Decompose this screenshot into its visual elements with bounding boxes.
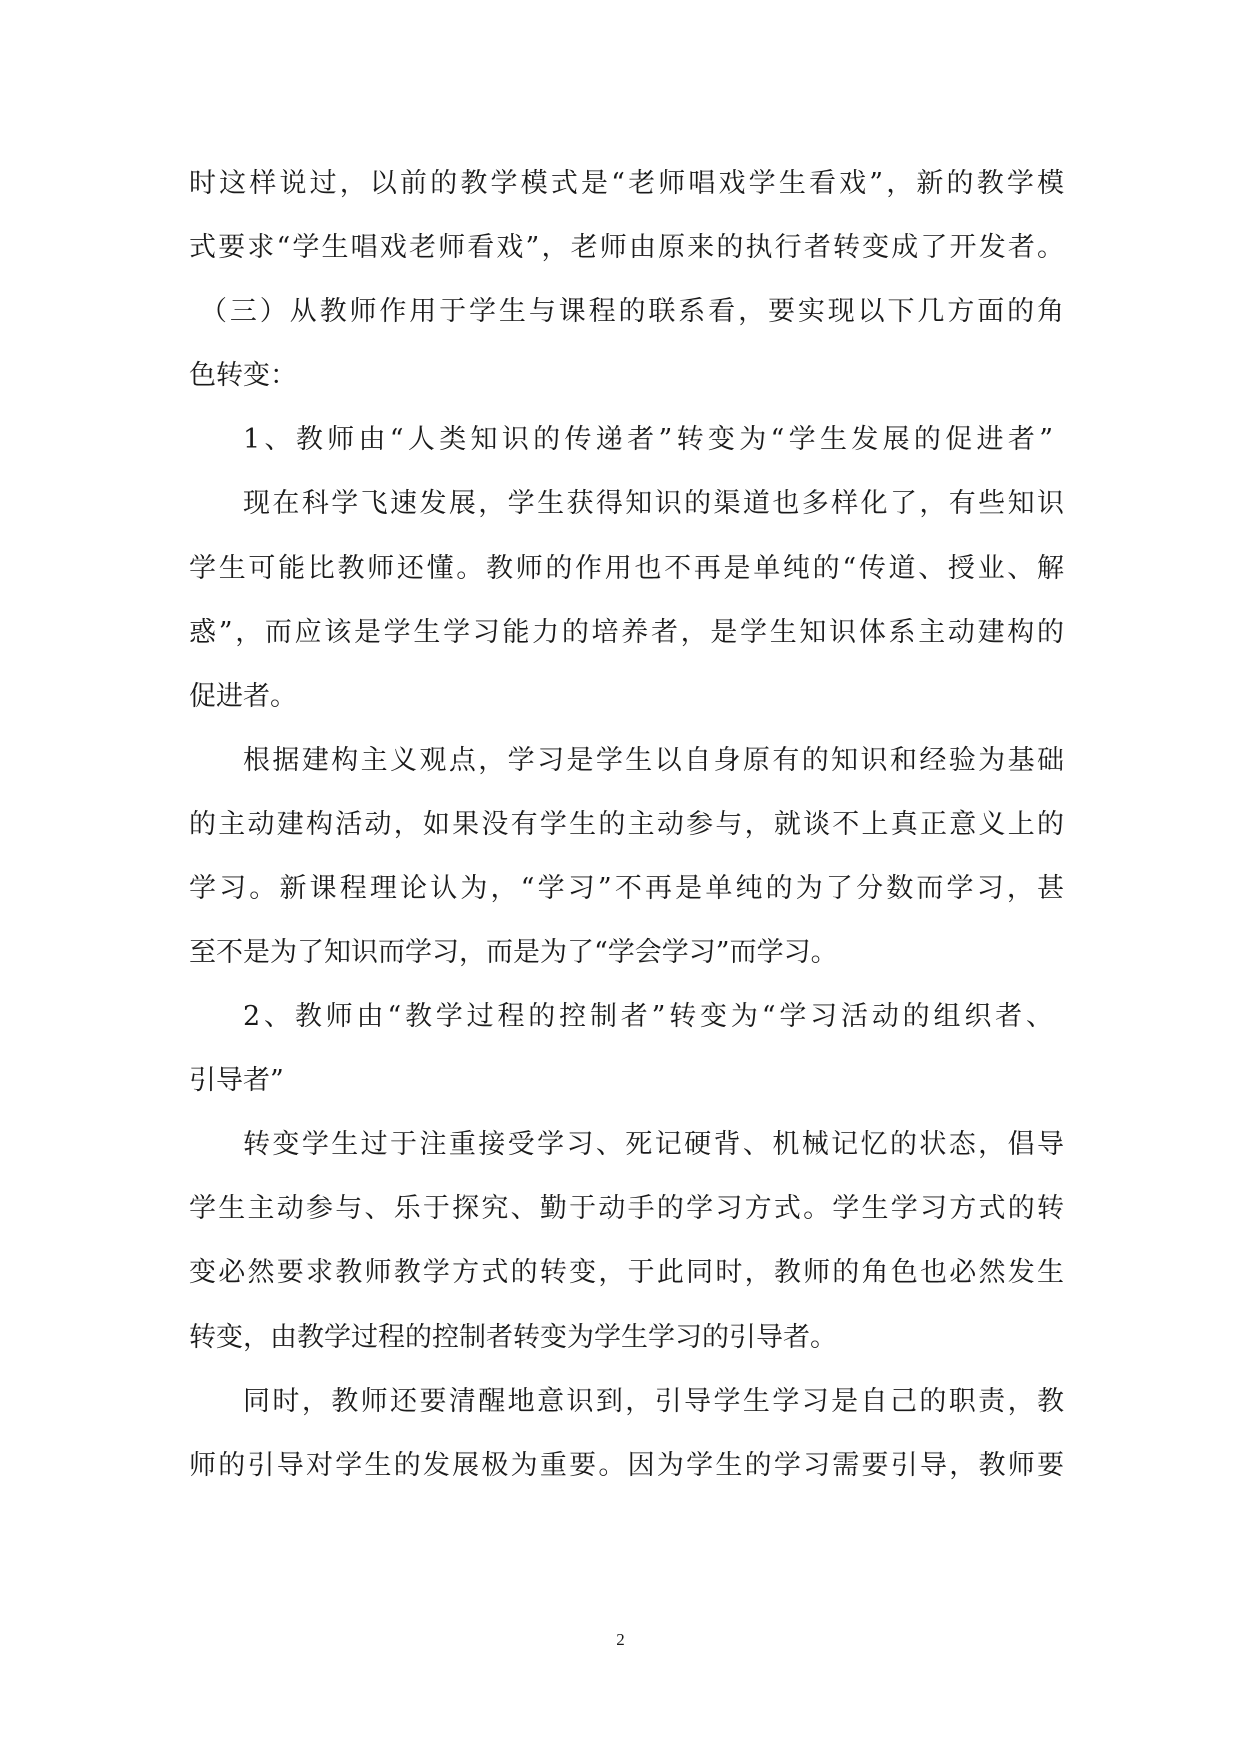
body-text-line: 学生可能比教师还懂。教师的作用也不再是单纯的“传道、授业、解	[189, 553, 1064, 584]
body-text-line: 同时，教师还要清醒地意识到，引导学生学习是自己的职责，教	[243, 1386, 1064, 1417]
section-heading-line: 色转变：	[189, 360, 297, 391]
body-text-line: 学习。新课程理论认为，“学习”不再是单纯的为了分数而学习，甚	[189, 873, 1064, 904]
body-text-line: 惑”，而应该是学生学习能力的培养者，是学生知识体系主动建构的	[189, 617, 1064, 648]
page-number: 2	[616, 1630, 625, 1649]
body-text-line: 时这样说过，以前的教学模式是“老师唱戏学生看戏”，新的教学模	[189, 168, 1064, 199]
body-text-line: 转变学生过于注重接受学习、死记硬背、机械记忆的状态，倡导	[243, 1129, 1064, 1160]
body-text-line: 式要求“学生唱戏老师看戏”，老师由原来的执行者转变成了开发者。	[189, 232, 1064, 263]
subheading-line: 2、教师由“教学过程的控制者”转变为“学习活动的组织者、	[243, 1001, 1053, 1032]
body-text-line: 变必然要求教师教学方式的转变，于此同时，教师的角色也必然发生	[189, 1257, 1064, 1288]
body-text-line: 转变，由教学过程的控制者转变为学生学习的引导者。	[189, 1322, 837, 1353]
body-text-line: 师的引导对学生的发展极为重要。因为学生的学习需要引导，教师要	[189, 1450, 1064, 1481]
body-text-line: 促进者。	[189, 681, 297, 712]
body-text-line: 现在科学飞速发展，学生获得知识的渠道也多样化了，有些知识	[243, 488, 1064, 519]
subheading-line: 1、教师由“人类知识的传递者”转变为“学生发展的促进者”	[243, 424, 1053, 455]
body-text-line: 根据建构主义观点，学习是学生以自身原有的知识和经验为基础	[243, 745, 1064, 776]
body-text-line: 学生主动参与、乐于探究、勤于动手的学习方式。学生学习方式的转	[189, 1193, 1064, 1224]
section-heading-line: （三）从教师作用于学生与课程的联系看，要实现以下几方面的角	[200, 296, 1064, 327]
body-text-line: 的主动建构活动，如果没有学生的主动参与，就谈不上真正意义上的	[189, 809, 1064, 840]
body-text-line: 至不是为了知识而学习，而是为了“学会学习”而学习。	[189, 937, 838, 968]
subheading-line: 引导者”	[189, 1065, 284, 1096]
